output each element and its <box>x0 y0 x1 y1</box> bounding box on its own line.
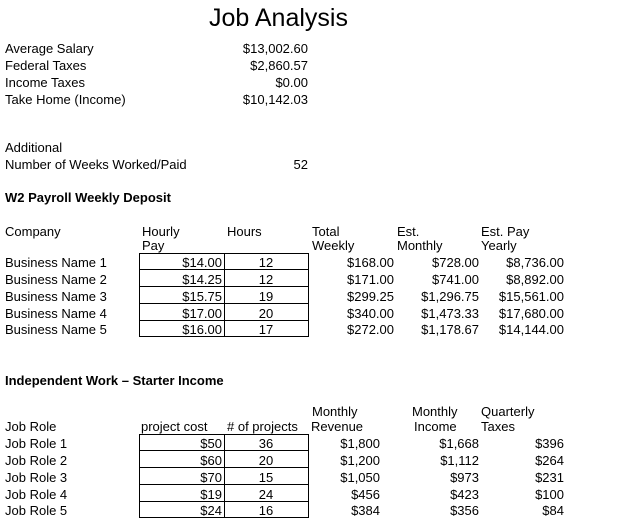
pay-cell[interactable]: $14.00 <box>182 255 222 270</box>
yearly-cell: $8,892.00 <box>506 272 564 287</box>
col-header-hourly-2: Pay <box>142 238 165 253</box>
summary-label: Federal Taxes <box>5 58 87 73</box>
projects-cell[interactable]: 20 <box>258 453 274 468</box>
col-header-taxes-2: Taxes <box>481 419 515 434</box>
monthly-cell: $1,296.75 <box>421 289 479 304</box>
pay-cell[interactable]: $15.75 <box>182 289 222 304</box>
hours-cell[interactable]: 17 <box>258 322 274 337</box>
pay-cell[interactable]: $16.00 <box>182 322 222 337</box>
projects-cell[interactable]: 15 <box>258 470 274 485</box>
income-cell: $1,112 <box>440 453 479 468</box>
revenue-cell: $1,800 <box>340 436 380 451</box>
projects-cell[interactable]: 16 <box>258 503 274 518</box>
role-cell: Job Role 3 <box>5 470 68 485</box>
cost-cell[interactable]: $19 <box>200 487 222 502</box>
cost-cell[interactable]: $24 <box>200 503 222 518</box>
role-cell: Job Role 1 <box>5 436 68 451</box>
yearly-cell: $15,561.00 <box>498 289 564 304</box>
pay-cell[interactable]: $17.00 <box>182 306 222 321</box>
monthly-cell: $741.00 <box>432 272 479 287</box>
independent-heading: Independent Work – Starter Income <box>5 373 224 388</box>
summary-label: Income Taxes <box>5 75 85 90</box>
revenue-cell: $1,200 <box>340 453 380 468</box>
role-cell: Job Role 4 <box>5 487 68 502</box>
col-header-role: Job Role <box>5 419 57 434</box>
hours-cell[interactable]: 12 <box>258 255 274 270</box>
weekly-cell: $171.00 <box>347 272 394 287</box>
col-header-cost: project cost <box>141 419 208 434</box>
taxes-cell: $84 <box>542 503 564 518</box>
col-header-taxes: Quarterly <box>481 404 535 419</box>
col-header-projects: # of projects <box>227 419 298 434</box>
monthly-cell: $1,178.67 <box>421 322 479 337</box>
revenue-cell: $456 <box>351 487 380 502</box>
income-cell: $423 <box>450 487 479 502</box>
company-cell: Business Name 2 <box>5 272 107 287</box>
weekly-cell: $299.25 <box>347 289 394 304</box>
col-header-company: Company <box>5 224 61 239</box>
col-header-total-2: Weekly <box>312 238 355 253</box>
role-cell: Job Role 2 <box>5 453 68 468</box>
col-header-est: Est. <box>397 224 420 239</box>
taxes-cell: $264 <box>535 453 564 468</box>
income-cell: $973 <box>450 470 479 485</box>
col-header-total: Total <box>312 224 340 239</box>
projects-cell[interactable]: 36 <box>258 436 274 451</box>
role-cell: Job Role 5 <box>5 503 68 518</box>
col-header-estpay-2: Yearly <box>481 238 517 253</box>
summary-value[interactable]: $10,142.03 <box>242 92 308 107</box>
company-cell: Business Name 4 <box>5 306 107 321</box>
summary-value[interactable]: $2,860.57 <box>250 58 308 73</box>
col-header-income: Monthly <box>412 404 458 419</box>
weeks-value[interactable]: 52 <box>293 157 308 172</box>
company-cell: Business Name 3 <box>5 289 107 304</box>
summary-value[interactable]: $0.00 <box>275 75 308 90</box>
col-header-revenue-2: Revenue <box>311 419 364 434</box>
taxes-cell: $100 <box>535 487 564 502</box>
monthly-cell: $728.00 <box>432 255 479 270</box>
hours-cell[interactable]: 20 <box>258 306 274 321</box>
summary-label: Take Home (Income) <box>5 92 126 107</box>
summary-label: Average Salary <box>5 41 94 56</box>
hours-cell[interactable]: 12 <box>258 272 274 287</box>
additional-heading: Additional <box>5 140 63 155</box>
grid-divider <box>224 253 225 337</box>
hours-cell[interactable]: 19 <box>258 289 274 304</box>
monthly-cell: $1,473.33 <box>421 306 479 321</box>
col-header-estpay: Est. Pay <box>481 224 530 239</box>
weeks-label: Number of Weeks Worked/Paid <box>5 157 187 172</box>
cost-cell[interactable]: $50 <box>200 436 222 451</box>
revenue-cell: $1,050 <box>340 470 380 485</box>
col-header-hours: Hours <box>227 224 262 239</box>
yearly-cell: $17,680.00 <box>498 306 564 321</box>
w2-heading: W2 Payroll Weekly Deposit <box>5 190 171 205</box>
weekly-cell: $168.00 <box>347 255 394 270</box>
pay-cell[interactable]: $14.25 <box>182 272 222 287</box>
taxes-cell: $396 <box>535 436 564 451</box>
income-cell: $356 <box>450 503 479 518</box>
grid-divider <box>224 434 225 518</box>
col-header-income-2: Income <box>414 419 457 434</box>
weekly-cell: $272.00 <box>347 322 394 337</box>
cost-cell[interactable]: $60 <box>200 453 222 468</box>
page-title: Job Analysis <box>209 4 348 32</box>
cost-cell[interactable]: $70 <box>200 470 222 485</box>
yearly-cell: $8,736.00 <box>506 255 564 270</box>
summary-value[interactable]: $13,002.60 <box>242 41 308 56</box>
company-cell: Business Name 5 <box>5 322 107 337</box>
revenue-cell: $384 <box>351 503 380 518</box>
projects-cell[interactable]: 24 <box>258 487 274 502</box>
income-cell: $1,668 <box>439 436 479 451</box>
company-cell: Business Name 1 <box>5 255 107 270</box>
col-header-est-2: Monthly <box>397 238 443 253</box>
col-header-revenue: Monthly <box>312 404 358 419</box>
yearly-cell: $14,144.00 <box>498 322 564 337</box>
taxes-cell: $231 <box>535 470 564 485</box>
weekly-cell: $340.00 <box>347 306 394 321</box>
col-header-hourly: Hourly <box>142 224 180 239</box>
